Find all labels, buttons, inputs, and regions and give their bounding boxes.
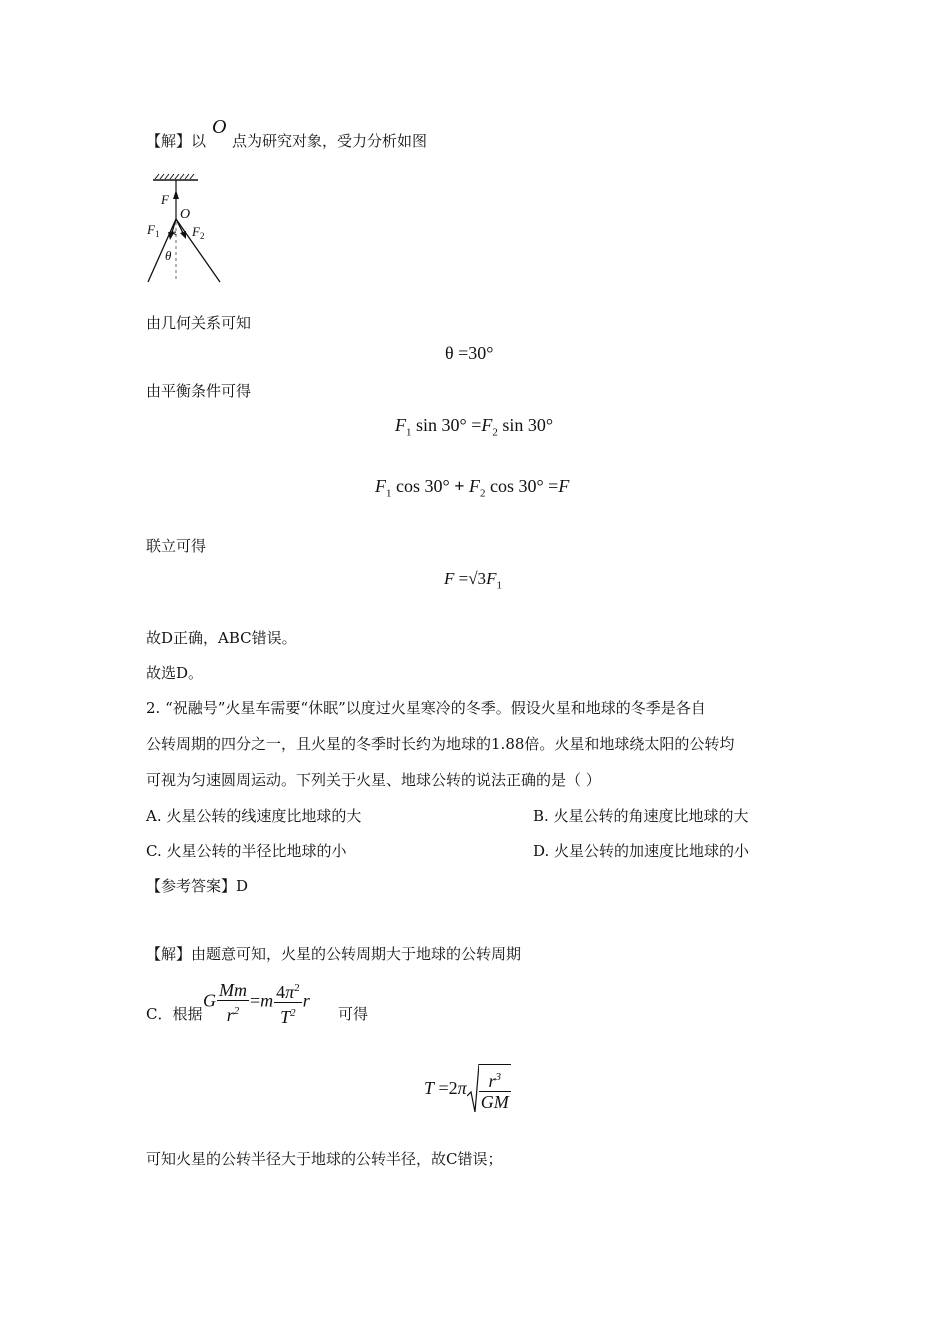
- equilibrium-line: 由平衡条件可得: [146, 382, 252, 400]
- question-stem-line1: 2. “祝融号”火星车需要“休眠”以度过火星寒冷的冬季。假设火星和地球的冬季是各自: [146, 699, 706, 717]
- c-suffix: 可得: [338, 1005, 369, 1023]
- point-o-symbol: O: [212, 116, 227, 138]
- label-f2-sub: 2: [200, 231, 205, 241]
- c-prefix: C．根据: [146, 1005, 203, 1023]
- solution-lead-pre: 以: [191, 132, 207, 150]
- conclusion-2: 故选D。: [146, 664, 204, 682]
- theta-equation: θ =30°: [445, 343, 494, 363]
- question-stem-line2: 公转周期的四分之一，且火星的冬季时长约为地球的1.88倍。火星和地球绕太阳的公转均: [146, 735, 735, 753]
- solution-lead-post: 点为研究对象，受力分析如图: [232, 132, 428, 150]
- conclusion-1: 故D正确，ABC错误。: [146, 629, 297, 647]
- equation-sin: $F_1$ $\sin 30^\circ =F_2$ sin 30°: [395, 415, 554, 439]
- label-f1: F: [147, 222, 155, 237]
- force-diagram: [140, 170, 230, 288]
- force-f2-arrowhead: [180, 231, 186, 239]
- solution-label: 【解】: [146, 132, 192, 150]
- label-o: O: [180, 207, 191, 222]
- gravitation-equation: G $\frac{Mm}{r^2}$ =m $\frac{4\pi^2}{T^2}$ r: [203, 980, 310, 1027]
- c-conclusion: 可知火星的公转半径大于地球的公转半径，故C错误；: [146, 1150, 503, 1168]
- question-stem-line3: 可视为匀速圆周运动。下列关于火星、地球公转的说法正确的是（ ）: [146, 771, 601, 789]
- option-b: B. 火星公转的角速度比地球的大: [533, 807, 749, 825]
- option-a: A. 火星公转的线速度比地球的大: [146, 807, 362, 825]
- force-f-arrowhead: [173, 190, 179, 199]
- equation-result: $F =√3F_1$: [444, 569, 502, 592]
- answer-label: 【参考答案】D: [146, 877, 249, 895]
- sqrt-sign: [467, 1062, 479, 1114]
- label-f2: F: [192, 224, 200, 239]
- label-f: F: [161, 192, 169, 207]
- solution2-text: 由题意可知，火星的公转周期大于地球的公转周期: [191, 945, 522, 963]
- solution2-label: 【解】: [146, 945, 192, 963]
- ceiling-hatch: [155, 174, 194, 179]
- label-f1-sub: 1: [155, 229, 160, 239]
- combine-line: 联立可得: [146, 537, 207, 555]
- option-c: C. 火星公转的半径比地球的小: [146, 842, 347, 860]
- label-theta: θ: [165, 248, 172, 263]
- solution-lead: [146, 131, 206, 151]
- period-equation: T =2π $\frac{r^3}{GM}$: [424, 1062, 512, 1114]
- equation-cos: $F_1$ $\cos 30^\circ + F_2$ cos 30° =F: [375, 476, 570, 500]
- solution2-lead: [146, 944, 521, 964]
- geometry-line: 由几何关系可知: [146, 314, 252, 332]
- option-d: D. 火星公转的加速度比地球的小: [533, 842, 750, 860]
